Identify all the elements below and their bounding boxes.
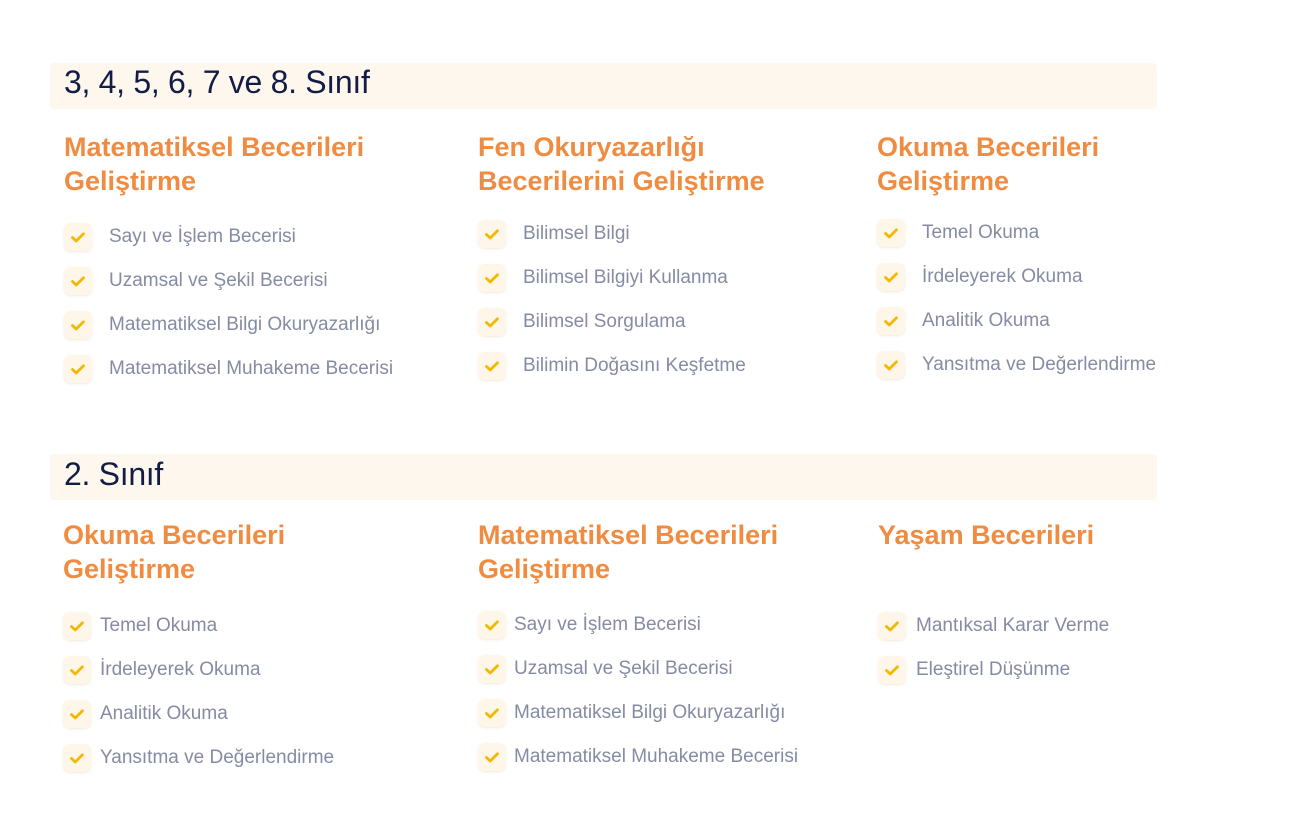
check-icon bbox=[63, 744, 91, 772]
list-item-label: Bilimsel Bilgiyi Kullanma bbox=[523, 267, 728, 288]
list-item-label: Analitik Okuma bbox=[922, 310, 1050, 331]
skill-column-science bbox=[478, 130, 878, 376]
check-icon bbox=[63, 656, 91, 684]
list-item bbox=[63, 692, 463, 736]
skill-list bbox=[64, 215, 464, 391]
list-item bbox=[478, 256, 878, 300]
list-item bbox=[478, 603, 878, 647]
list-item bbox=[877, 255, 1277, 299]
skill-list bbox=[478, 603, 878, 779]
list-item-label: Yansıtma ve Değerlendirme bbox=[100, 747, 335, 768]
check-icon bbox=[877, 263, 905, 291]
check-icon bbox=[64, 311, 92, 339]
check-icon bbox=[878, 612, 906, 640]
list-item bbox=[478, 300, 878, 344]
list-item-label: Uzamsal ve Şekil Becerisi bbox=[109, 270, 328, 291]
list-item-label: Yansıtma ve Değerlendirme bbox=[922, 354, 1157, 375]
section-title: 2. Sınıf bbox=[64, 456, 163, 492]
list-item-label: İrdeleyerek Okuma bbox=[100, 659, 261, 680]
check-icon bbox=[64, 223, 92, 251]
list-item-label: Sayı ve İşlem Becerisi bbox=[514, 614, 701, 635]
check-icon bbox=[63, 700, 91, 728]
list-item bbox=[63, 604, 463, 648]
skill-column-life bbox=[878, 518, 1278, 680]
list-item-label: Mantıksal Karar Verme bbox=[916, 615, 1110, 636]
check-icon bbox=[877, 219, 905, 247]
list-item-label: Analitik Okuma bbox=[100, 703, 228, 724]
list-item-label: Matematiksel Muhakeme Becerisi bbox=[514, 746, 799, 767]
list-item-label: Sayı ve İşlem Becerisi bbox=[109, 226, 296, 247]
column-title: Okuma Becerileri Geliştirme bbox=[63, 520, 286, 584]
list-item bbox=[64, 259, 464, 303]
check-icon bbox=[478, 220, 506, 248]
column-title: Matematiksel Becerileri Geliştirme bbox=[478, 520, 779, 584]
check-icon bbox=[478, 611, 506, 639]
list-item bbox=[877, 299, 1277, 343]
list-item bbox=[877, 343, 1277, 387]
list-item-label: Bilimsel Sorgulama bbox=[523, 311, 686, 332]
list-item-label: Bilimsel Bilgi bbox=[523, 223, 630, 244]
list-item bbox=[478, 647, 878, 691]
list-item bbox=[63, 648, 463, 692]
check-icon bbox=[877, 307, 905, 335]
list-item-label: Eleştirel Düşünme bbox=[916, 659, 1071, 680]
check-icon bbox=[63, 612, 91, 640]
list-item bbox=[63, 736, 463, 780]
list-item bbox=[877, 211, 1277, 255]
column-title: Matematiksel Becerileri Geliştirme bbox=[64, 132, 365, 196]
section-header-bar bbox=[50, 454, 1157, 500]
check-icon bbox=[478, 699, 506, 727]
list-item-label: Uzamsal ve Şekil Becerisi bbox=[514, 658, 733, 679]
list-item-label: Matematiksel Bilgi Okuryazarlığı bbox=[109, 314, 381, 335]
skill-column-math bbox=[64, 130, 464, 379]
skill-column-reading bbox=[63, 518, 463, 768]
check-icon bbox=[64, 355, 92, 383]
list-item-label: Matematiksel Muhakeme Becerisi bbox=[109, 358, 394, 379]
check-icon bbox=[478, 264, 506, 292]
list-item-label: Temel Okuma bbox=[100, 615, 218, 636]
skill-list bbox=[63, 604, 463, 780]
skill-list bbox=[877, 211, 1277, 387]
check-icon bbox=[478, 743, 506, 771]
column-title: Fen Okuryazarlığı Becerilerini Geliştirme bbox=[478, 132, 765, 196]
list-item bbox=[478, 212, 878, 256]
list-item bbox=[478, 344, 878, 388]
check-icon bbox=[878, 656, 906, 684]
list-item bbox=[478, 735, 878, 779]
list-item-label: Temel Okuma bbox=[922, 222, 1040, 243]
list-item bbox=[64, 347, 464, 391]
column-title: Yaşam Becerileri bbox=[878, 520, 1095, 550]
list-item bbox=[64, 215, 464, 259]
check-icon bbox=[478, 352, 506, 380]
section-title: 3, 4, 5, 6, 7 ve 8. Sınıf bbox=[64, 64, 370, 100]
skill-list bbox=[478, 212, 878, 388]
check-icon bbox=[64, 267, 92, 295]
list-item bbox=[878, 648, 1278, 692]
column-title: Okuma Becerileri Geliştirme bbox=[877, 132, 1100, 196]
list-item-label: Bilimin Doğasını Keşfetme bbox=[523, 355, 746, 376]
list-item bbox=[64, 303, 464, 347]
check-icon bbox=[877, 351, 905, 379]
list-item-label: Matematiksel Bilgi Okuryazarlığı bbox=[514, 702, 786, 723]
check-icon bbox=[478, 308, 506, 336]
skill-column-math bbox=[478, 518, 878, 767]
skill-list bbox=[878, 604, 1278, 692]
skill-column-reading bbox=[877, 130, 1277, 375]
list-item bbox=[478, 691, 878, 735]
list-item bbox=[878, 604, 1278, 648]
check-icon bbox=[478, 655, 506, 683]
list-item-label: İrdeleyerek Okuma bbox=[922, 266, 1083, 287]
